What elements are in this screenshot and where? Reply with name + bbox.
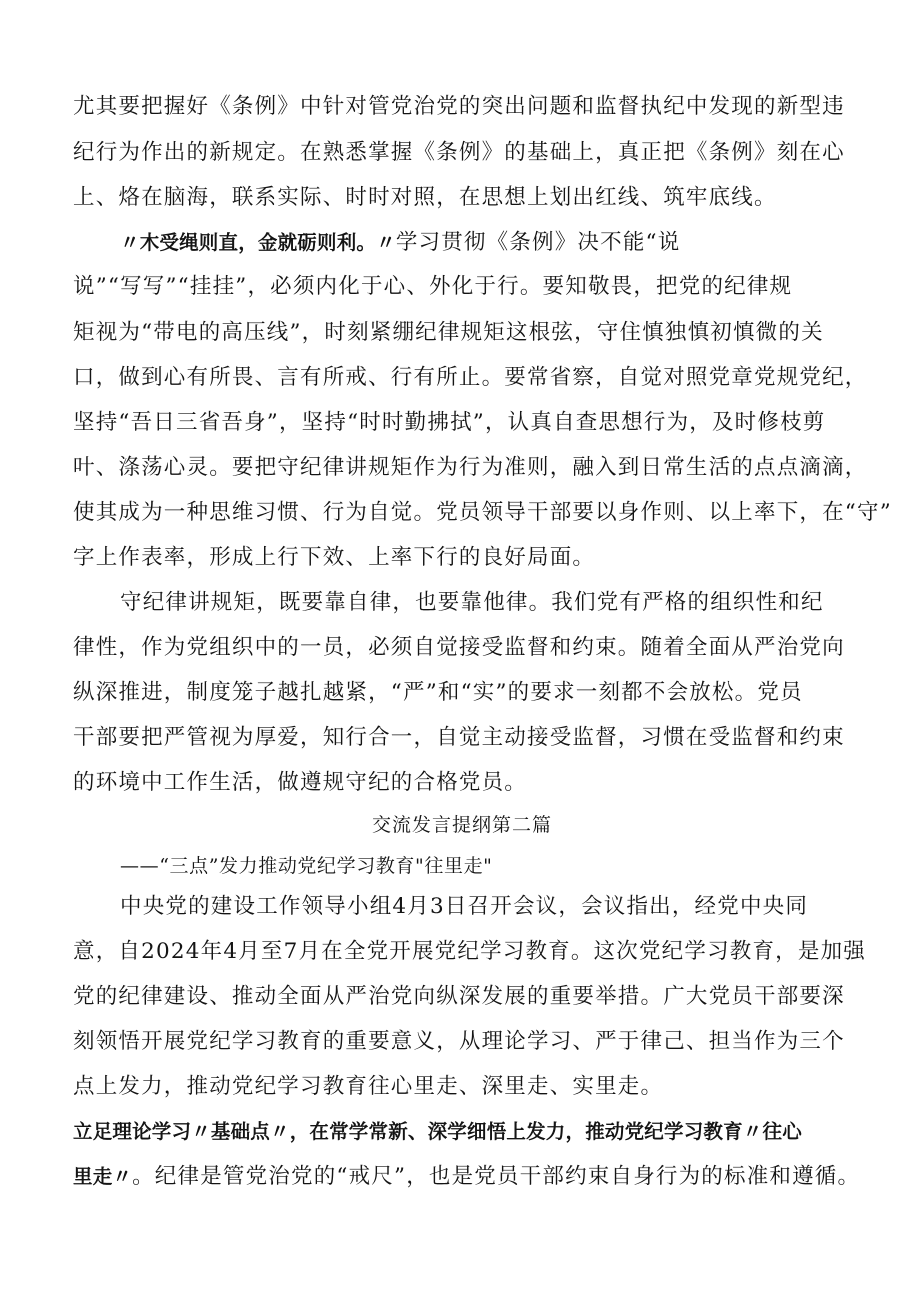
paragraph-line: 口，做到心有所畏、言有所戒、行有所止。要常省察，自觉对照党章党规党纪， — [73, 365, 868, 390]
paragraph-line: 的环境中工作生活，做遵规守纪的合格党员。 — [73, 770, 528, 795]
paragraph-line: 守纪律讲规矩，既要靠自律，也要靠他律。我们党有严格的组织性和纪 — [120, 590, 824, 615]
paragraph-line: 坚持“吾日三省吾身”，坚持“时时勤拂拭”，认真自查思想行为，及时修枝剪 — [73, 410, 826, 435]
paragraph-line: 矩视为“带电的高压线”，时刻紧绷纪律规矩这根弦，守住慎独慎初慎微的关 — [73, 320, 824, 345]
bold-lead-quote: 〃木受绳则直，金就砺则利。〃 — [120, 231, 396, 254]
paragraph-line: 叶、涤荡心灵。要把守纪律讲规矩作为行为准则，融入到日常生活的点点滴滴， — [73, 455, 868, 480]
lead-rest-text: 学习贯彻《条例》决不能“说 — [395, 230, 681, 255]
paragraph-line: 党的纪律建设、推动全面从严治党向纵深发展的重要举措。广大党员干部要深 — [73, 984, 845, 1009]
paragraph-line: 尤其要把握好《条例》中针对管党治党的突出问题和监督执纪中发现的新型违 — [73, 94, 845, 119]
bold-lead-end: 里走〃 — [73, 1165, 133, 1188]
paragraph-line: 刻领悟开展党纪学习教育的重要意义，从理论学习、严于律己、担当作为三个 — [73, 1029, 845, 1054]
paragraph-line: 纵深推进，制度笼子越扎越紧，“严”和“实”的要求一刻都不会放松。党员 — [73, 680, 803, 705]
paragraph-line: 中央党的建设工作领导小组4月3日召开会议，会议指出，经党中央同 — [120, 894, 809, 919]
line-rest-text: 。纪律是管党治党的“戒尺”，也是党员干部约束自身行为的标准和遵循。 — [132, 1164, 861, 1189]
paragraph-line: 说”“写写”“挂挂”，必须内化于心、外化于行。要知敬畏，把党的纪律规 — [73, 274, 793, 299]
paragraph-line: 意，自2024年4月至7月在全党开展党纪学习教育。这次党纪学习教育，是加强 — [73, 939, 866, 964]
paragraph-mixed-line — [73, 1162, 860, 1192]
paragraph-line: 使其成为一种思维习惯、行为自觉。党员领导干部要以身作则、以上率下，在“守” — [73, 500, 892, 525]
paragraph-line: 干部要把严管视为厚爱，知行合一，自觉主动接受监督，习惯在受监督和约束 — [73, 725, 845, 750]
paragraph-line: 律性，作为党组织中的一员，必须自觉接受监督和约束。随着全面从严治党向 — [73, 635, 845, 660]
paragraph-line: 上、烙在脑海，联系实际、时时对照，在思想上划出红线、筑牢底线。 — [73, 185, 777, 210]
paragraph-line: 纪行为作出的新规定。在熟悉掌握《条例》的基础上，真正把《条例》刻在心 — [73, 140, 845, 165]
bold-lead-line: 立足理论学习〃基础点〃，在常学常新、深学细悟上发力，推动党纪学习教育〃往心 — [73, 1120, 802, 1143]
paragraph-line: 字上作表率，形成上行下效、上率下行的良好局面。 — [73, 545, 596, 570]
section-subtitle: ——“三点”发力推动党纪学习教育"往里走" — [120, 855, 493, 877]
paragraph-lead-line — [120, 228, 680, 258]
section-title: 交流发言提纲第二篇 — [372, 814, 553, 836]
paragraph-line: 点上发力，推动党纪学习教育往心里走、深里走、实里走。 — [73, 1074, 664, 1099]
